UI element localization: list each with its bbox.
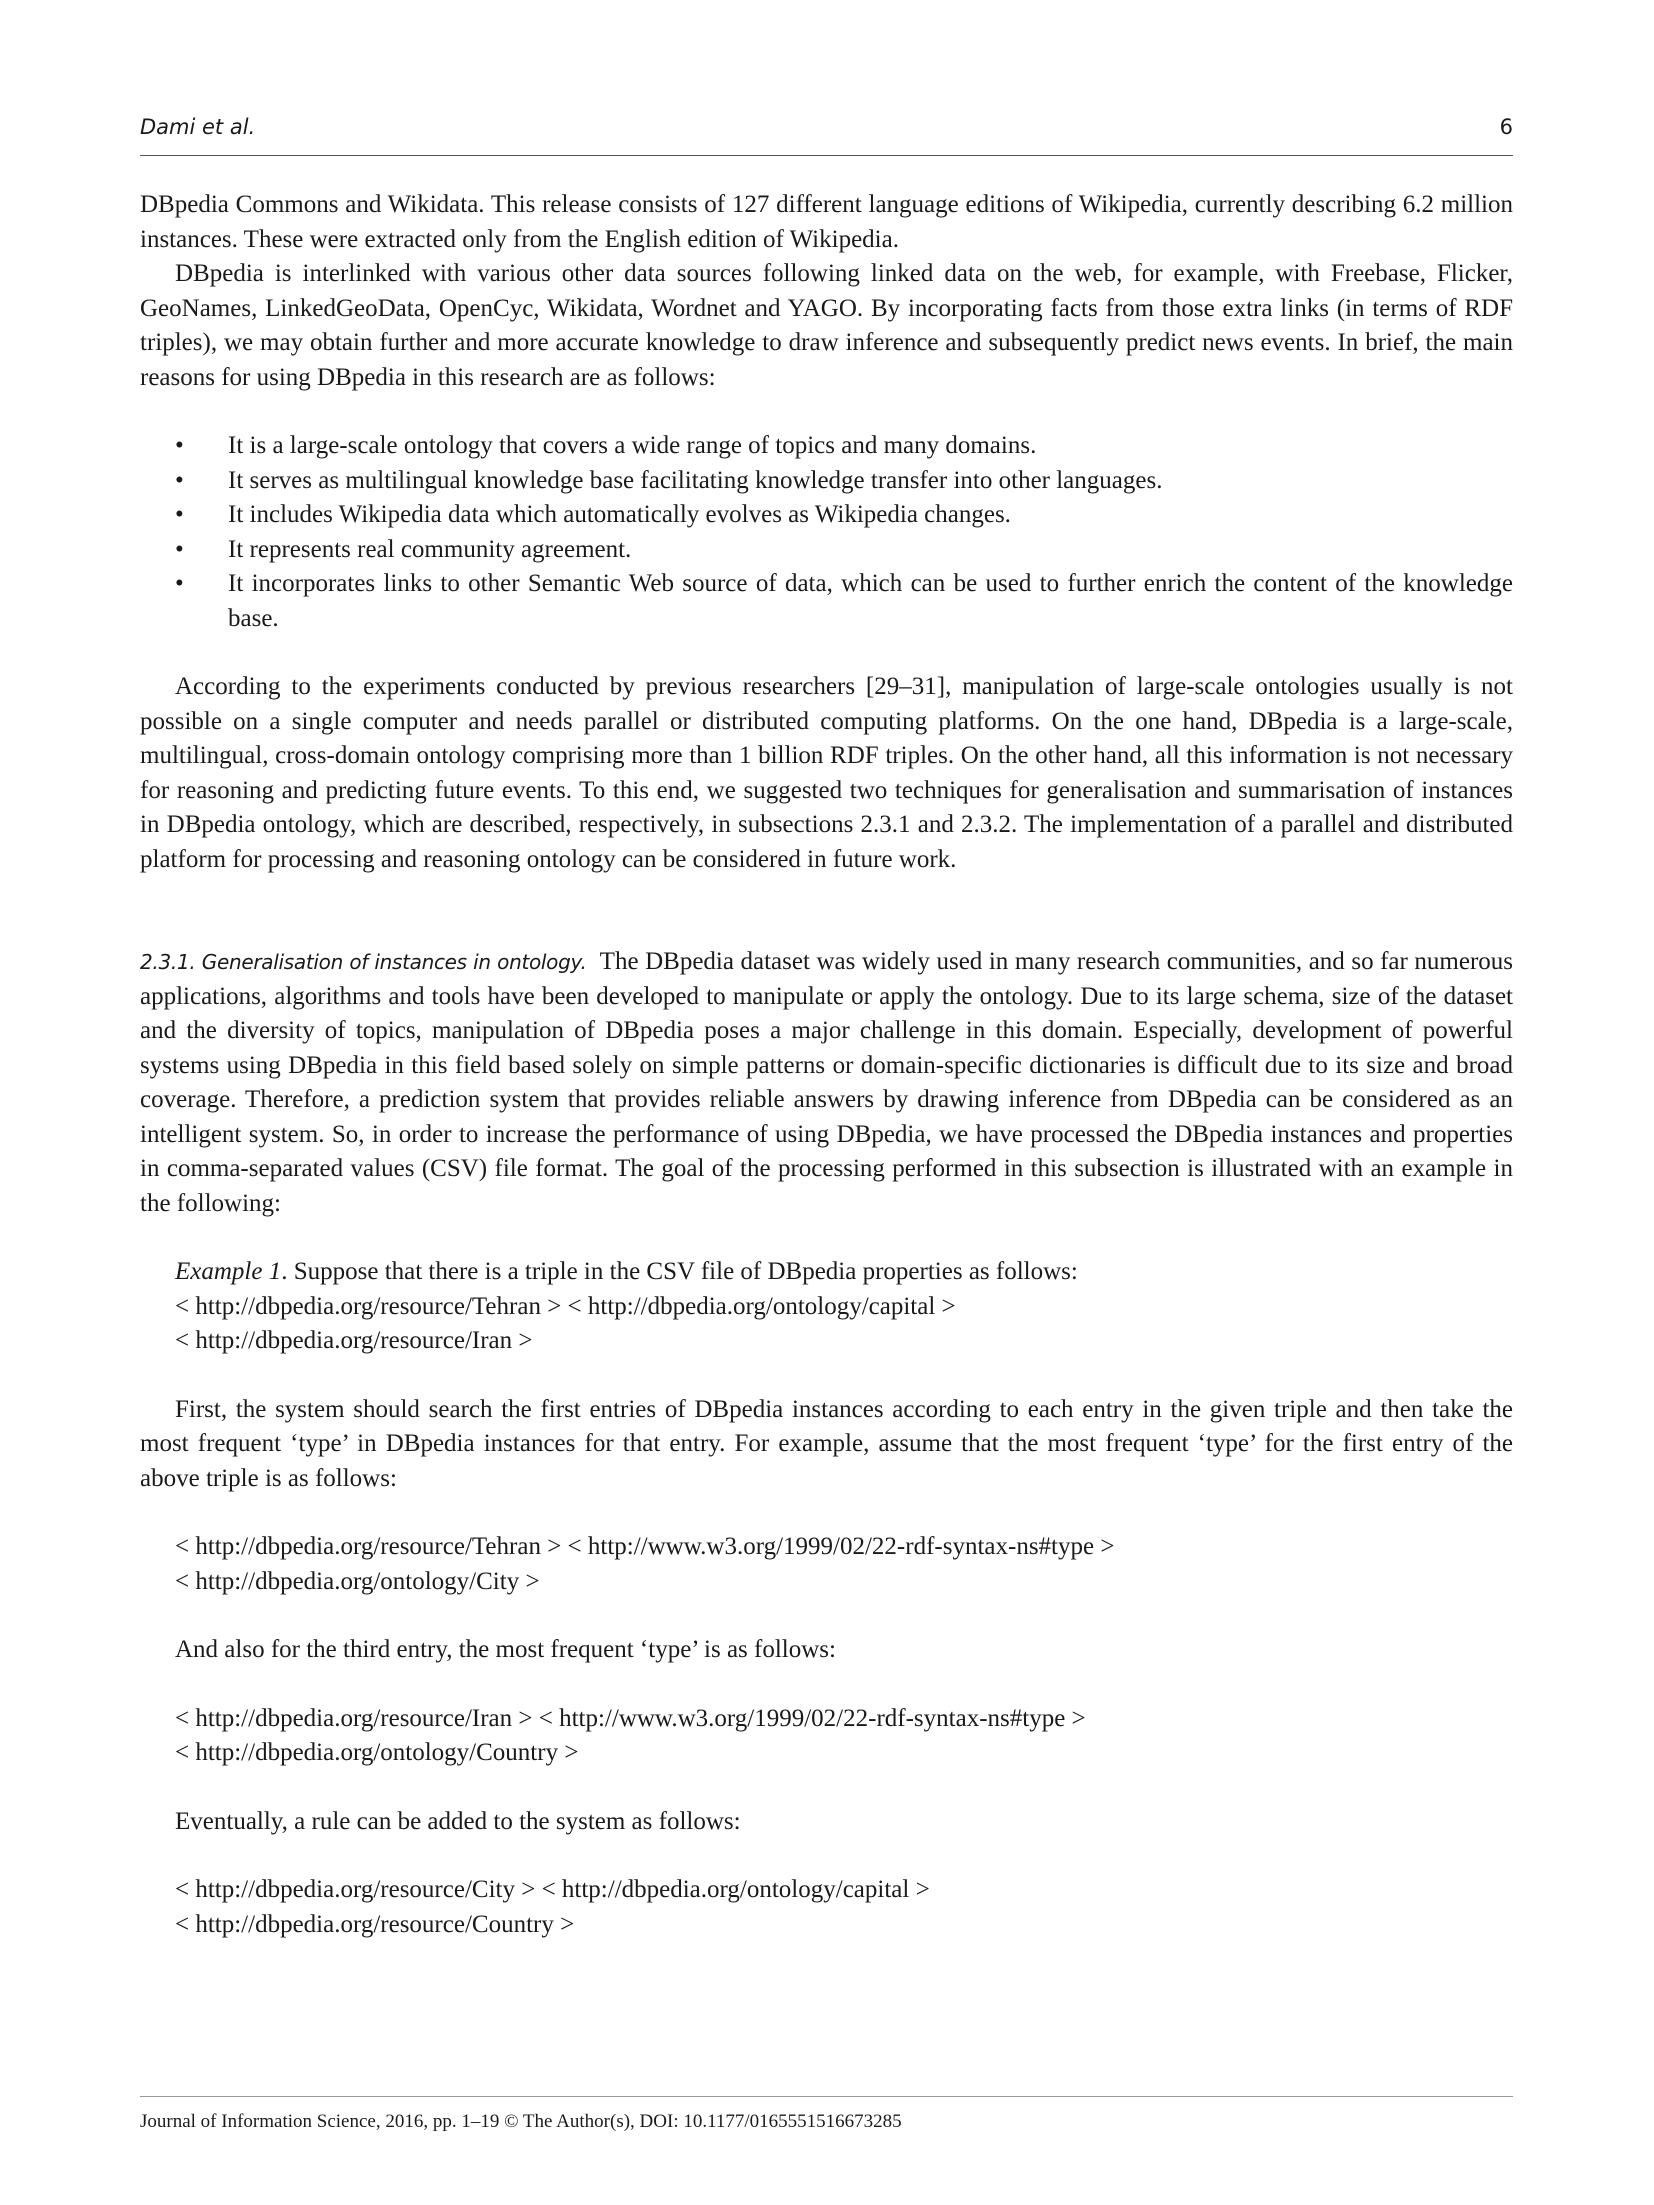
- triple-line: < http://dbpedia.org/resource/City > < http://dbpedia.org/ontology/capital >: [175, 1876, 930, 1903]
- triple-line: < http://dbpedia.org/resource/Iran > < http://www.w3.org/1999/02/22-rdf-syntax-ns#type >: [175, 1704, 1086, 1732]
- paragraph-large-scale-ontologies: According to the experiments conducted by previous researchers [29–31], manipulation of large-scale ontologies usually is not possible on a single computer and needs parallel or distributed computing platforms. On the one hand, DBpedia is a large-scale, multilingual, cross-domain ontology comprising more than 1 billion RDF triples. On the other hand, all this information is not necessary for reasoning and predicting future events. To this end, we suggested two techniques for generalisation and summarisation of instances in DBpedia ontology, which are described, respectively, in subsections 2.3.1 and 2.3.2. The implementation of a parallel and distributed platform for processing and reasoning ontology can be considered in future work.: [140, 673, 1513, 873]
- example-1-block: [140, 1255, 1513, 1359]
- triple-line: < http://dbpedia.org/resource/Tehran > < http://dbpedia.org/ontology/capital >: [175, 1292, 956, 1320]
- list-item: [140, 498, 1513, 533]
- triple-line: < http://dbpedia.org/resource/Iran >: [175, 1327, 533, 1354]
- header-author: Dami et al.: [140, 115, 256, 139]
- triple-line: < http://dbpedia.org/ontology/Country >: [175, 1739, 579, 1766]
- triple-line: < http://dbpedia.org/resource/Country >: [175, 1910, 575, 1938]
- list-item: [140, 567, 1513, 636]
- page-number: 6: [1499, 115, 1513, 139]
- example-intro: [175, 1255, 1513, 1290]
- list-item-text: It incorporates links to other Semantic Web source of data, which can be used to further enrich the content of the knowledge base.: [228, 570, 1513, 632]
- bullet-icon: •: [175, 570, 184, 597]
- iran-type-triple: [140, 1702, 1513, 1771]
- paragraph-rule: Eventually, a rule can be added to the system as follows:: [175, 1807, 741, 1835]
- section-body-text: The DBpedia dataset was widely used in many research communities, and so far numerous applications, algorithms and tools have been developed to manipulate or apply the ontology. Due to its large schema, size of the dataset and the diversity of topics, manipulation of DBpedia poses a major challenge in this domain. Especially, development of powerful systems using DBpedia in this field based solely on simple patterns or domain-specific dictionaries is difficult due to its size and broad coverage. Therefore, a prediction system that provides reliable answers by drawing inference from DBpedia can be considered as an intelligent system. So, in order to increase the performance of using DBpedia, we have processed the DBpedia instances and properties in comma-separated values (CSV) file format. The goal of the processing performed in this subsection is illustrated with an example in the following:: [140, 948, 1514, 1217]
- example-intro-text: . Suppose that there is a triple in the CSV file of DBpedia properties as follows:: [281, 1258, 1078, 1285]
- body-text: [140, 188, 1513, 1942]
- bullet-icon: •: [175, 501, 184, 528]
- example-title: Example 1: [175, 1258, 282, 1285]
- paragraph-generalisation: [140, 945, 1513, 1221]
- bullet-icon: •: [175, 466, 184, 494]
- paragraph-first-entry: First, the system should search the first entries of DBpedia instances according to each entry in the given triple and then take the most frequent ‘type’ in DBpedia instances for that entry. For example, assume that the most frequent ‘type’ for the first entry of the above triple is as follows:: [140, 1395, 1513, 1492]
- list-item: [140, 533, 1513, 568]
- paragraph-dbpedia-release: DBpedia Commons and Wikidata. This release consists of 127 different language editions of Wikipedia, currently describing 6.2 million instances. These were extracted only from the English edition of Wikipedia.: [140, 191, 1513, 253]
- list-item: [140, 464, 1513, 499]
- rule-triple: [140, 1873, 1513, 1942]
- list-item-text: It represents real community agreement.: [228, 535, 632, 563]
- tehran-type-triple: [140, 1530, 1513, 1599]
- bullet-icon: •: [175, 535, 184, 563]
- document-page: [140, 0, 1513, 2205]
- section-heading: 2.3.1. Generalisation of instances in ontology.: [140, 950, 587, 974]
- list-item: [140, 429, 1513, 464]
- paragraph-third-entry: And also for the third entry, the most frequent ‘type’ is as follows:: [175, 1636, 836, 1663]
- list-item-text: It serves as multilingual knowledge base facilitating knowledge transfer into other languages.: [228, 466, 1163, 494]
- paragraph-dbpedia-interlinks: DBpedia is interlinked with various other data sources following linked data on the web, for example, with Freebase, Flicker, GeoNames, LinkedGeoData, OpenCyc, Wikidata, Wordnet and YAGO. By incorporating facts from those extra links (in terms of RDF triples), we may obtain further and more accurate knowledge to draw inference and subsequently predict news events. In brief, the main reasons for using DBpedia in this research are as follows:: [140, 260, 1513, 391]
- reasons-list: [140, 429, 1513, 636]
- running-header: [140, 115, 1513, 156]
- list-item-text: It is a large-scale ontology that covers a wide range of topics and many domains.: [228, 432, 1037, 459]
- list-item-text: It includes Wikipedia data which automatically evolves as Wikipedia changes.: [228, 501, 1011, 528]
- bullet-icon: •: [175, 432, 184, 459]
- footer-citation: Journal of Information Science, 2016, pp. 1–19 © The Author(s), DOI: 10.1177/0165551516673285: [140, 2111, 902, 2132]
- triple-line: < http://dbpedia.org/ontology/City >: [175, 1567, 540, 1595]
- journal-footer: [140, 2096, 1513, 2133]
- triple-line: < http://dbpedia.org/resource/Tehran > < http://www.w3.org/1999/02/22-rdf-syntax-ns#type >: [175, 1533, 1115, 1560]
